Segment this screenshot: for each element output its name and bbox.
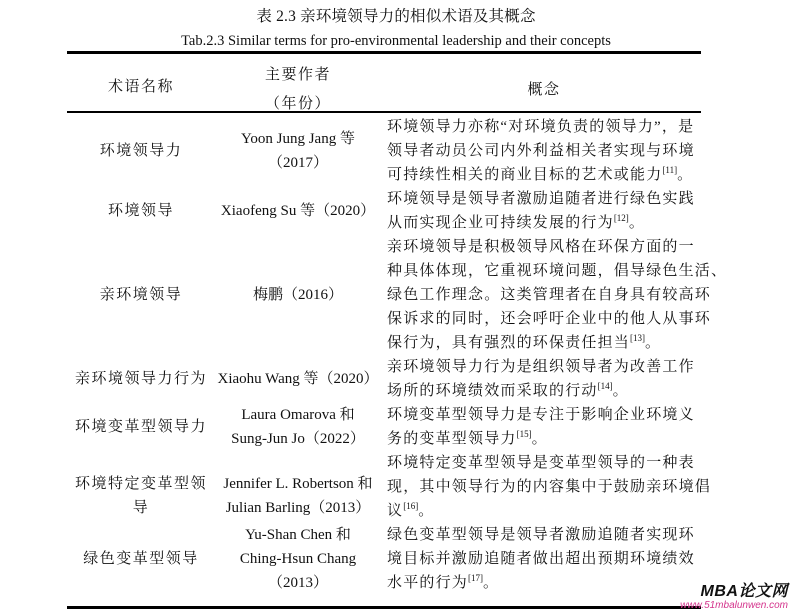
term-text: 亲环境领导力行为 xyxy=(74,371,207,387)
concept-text xyxy=(387,403,701,427)
concept-line: 场所的环境绩效而采取的行动 xyxy=(387,383,598,399)
author-text: Yoon Jung Jang 等 xyxy=(241,131,355,147)
concept-line: 境目标并激励追随者做出超出预期环境绩效 xyxy=(387,551,695,567)
citation-ref: [17] xyxy=(468,573,484,583)
end-mark: 。 xyxy=(645,335,662,351)
concept-text xyxy=(387,427,701,451)
concept-text xyxy=(387,475,712,499)
term-cell xyxy=(67,367,215,391)
concept-text xyxy=(387,499,701,523)
concept-text xyxy=(387,571,701,595)
end-mark: 。 xyxy=(628,215,646,231)
concept-text xyxy=(387,163,701,187)
term-cell xyxy=(67,139,215,163)
term-text: 环境变革型领导力 xyxy=(74,419,207,435)
header-author-line1: 主要作者 xyxy=(264,67,331,83)
citation-ref: [15] xyxy=(516,429,532,439)
concept-text xyxy=(387,115,701,139)
concept-line: 环境领导力亦称“对环境负责的领导力”，是 xyxy=(387,119,695,135)
author-cell xyxy=(212,367,384,391)
concept-line: 可持续性相关的商业目标的艺术或能力 xyxy=(387,167,663,183)
concept-cell xyxy=(387,235,728,355)
concept-text xyxy=(387,355,701,379)
term-cell xyxy=(67,415,215,439)
concept-text xyxy=(387,187,701,211)
concept-cell xyxy=(387,451,712,523)
author-text: Ching-Hsun Chang xyxy=(239,551,357,567)
header-rule xyxy=(67,111,701,113)
author-text: Sung-Jun Jo（2022） xyxy=(231,431,365,447)
citation-ref: [16] xyxy=(403,501,419,511)
header-author-line2: （年份） xyxy=(264,96,331,112)
concept-cell xyxy=(387,355,701,403)
concept-text xyxy=(387,379,701,403)
term-text: 导 xyxy=(132,500,150,516)
author-cell xyxy=(212,199,384,223)
term-text: 环境特定变革型领 xyxy=(74,476,207,492)
citation-ref: [11] xyxy=(662,165,678,175)
header-concept: 概念 xyxy=(527,82,561,98)
concept-text xyxy=(387,451,701,475)
term-cell xyxy=(67,547,215,571)
concept-text xyxy=(387,331,701,355)
term-text: 绿色变革型领导 xyxy=(83,551,199,567)
end-mark: 。 xyxy=(612,383,629,399)
author-text: Yu-Shan Chen 和 xyxy=(245,527,351,543)
citation-ref: [14] xyxy=(597,381,613,391)
concept-line: 种具体体现，它重视环境问题，倡导绿色生活、 xyxy=(387,263,728,279)
end-mark: 。 xyxy=(483,575,500,591)
concept-text xyxy=(387,283,712,307)
concept-cell xyxy=(387,403,701,451)
concept-cell xyxy=(387,523,701,595)
citation-ref: [13] xyxy=(630,333,646,343)
concept-line: 议 xyxy=(387,503,404,519)
end-mark: 。 xyxy=(677,167,694,183)
concept-text xyxy=(387,235,701,259)
author-text: 梅鹏（2016） xyxy=(252,287,343,303)
term-cell xyxy=(67,472,215,520)
term-cell xyxy=(67,199,215,223)
author-text: Julian Barling（2013） xyxy=(225,500,371,516)
author-cell xyxy=(212,403,384,451)
author-text: Xiaohu Wang 等（2020） xyxy=(217,371,379,387)
author-text: Jennifer L. Robertson 和 xyxy=(223,476,373,492)
author-text: （2017） xyxy=(267,155,328,171)
concept-line: 环境特定变革型领导是变革型领导的一种表 xyxy=(387,455,695,471)
concept-line: 领导者动员公司内外利益相关者实现与环境 xyxy=(387,143,695,159)
concept-text xyxy=(387,259,728,283)
concept-text xyxy=(387,307,712,331)
concept-line: 现，其中领导行为的内容集中于鼓励亲环境倡 xyxy=(387,479,712,495)
caption-english: Tab.2.3 Similar terms for pro-environmental leadership and their concepts xyxy=(181,33,611,49)
concept-text xyxy=(387,139,701,163)
concept-line: 环境领导是领导者激励追随者进行绿色实践 xyxy=(387,191,695,207)
term-text: 亲环境领导 xyxy=(99,287,183,303)
end-mark: 。 xyxy=(418,503,435,519)
concept-line: 绿色变革型领导是领导者激励追随者实现环 xyxy=(387,527,695,543)
author-cell xyxy=(212,523,384,595)
concept-text xyxy=(387,211,701,235)
concept-cell xyxy=(387,115,701,187)
author-text: Laura Omarova 和 xyxy=(241,407,355,423)
header-term: 术语名称 xyxy=(107,79,174,95)
watermark-url: www.51mbalunwen.com xyxy=(680,600,788,611)
author-cell xyxy=(212,472,384,520)
term-text: 环境领导力 xyxy=(99,143,183,159)
concept-line: 绿色工作理念。这类管理者在自身具有较高环 xyxy=(387,287,712,303)
author-cell xyxy=(212,283,384,307)
watermark-brand: MBA论文网 xyxy=(700,583,788,600)
bottom-rule xyxy=(67,606,701,609)
concept-line: 环境变革型领导力是专注于影响企业环境义 xyxy=(387,407,695,423)
author-text: （2013） xyxy=(267,575,328,591)
concept-text xyxy=(387,523,701,547)
concept-line: 亲环境领导力行为是组织领导者为改善工作 xyxy=(387,359,695,375)
author-text: Xiaofeng Su 等（2020） xyxy=(220,203,376,219)
author-cell xyxy=(212,127,384,175)
concept-line: 务的变革型领导力 xyxy=(387,431,517,447)
concept-line: 亲环境领导是积极领导风格在环保方面的一 xyxy=(387,239,695,255)
end-mark: 。 xyxy=(531,431,548,447)
top-rule xyxy=(67,51,701,54)
concept-cell xyxy=(387,187,701,235)
watermark xyxy=(680,583,788,612)
concept-text xyxy=(387,547,701,571)
term-cell xyxy=(67,283,215,307)
concept-line: 水平的行为 xyxy=(387,575,469,591)
concept-line: 从而实现企业可持续发展的行为 xyxy=(387,215,614,231)
concept-line: 保诉求的同时，还会呼吁企业中的他人从事环 xyxy=(387,311,712,327)
citation-ref: [12] xyxy=(613,213,629,223)
term-text: 环境领导 xyxy=(107,203,174,219)
concept-line: 保行为，具有强烈的环保责任担当 xyxy=(387,335,631,351)
caption-chinese: 表 2.3 亲环境领导力的相似术语及其概念 xyxy=(256,8,536,25)
